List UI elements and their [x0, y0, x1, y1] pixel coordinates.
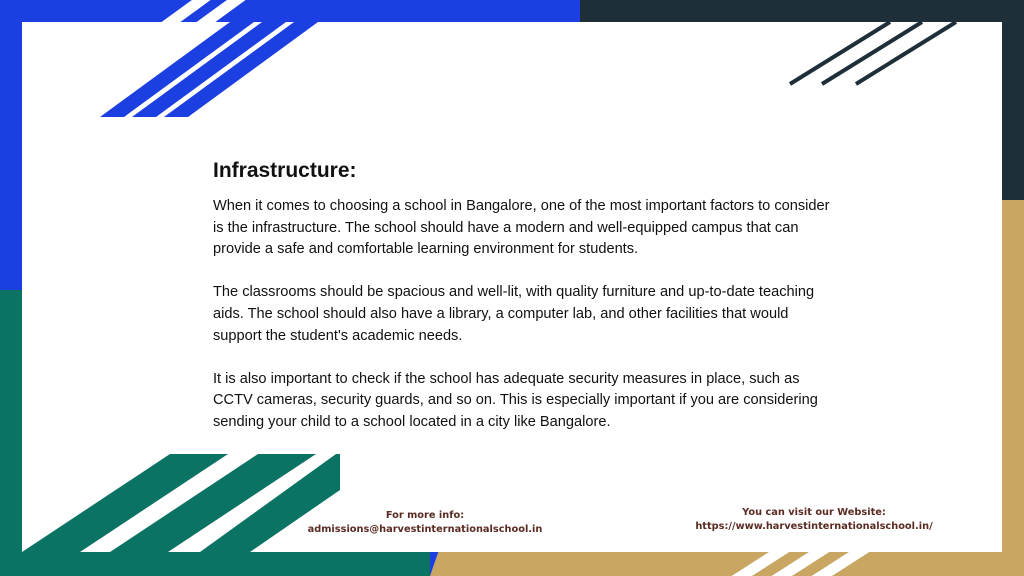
info-email-link[interactable]: admissions@harvestinternationalschool.in: [307, 524, 543, 535]
paragraph-2: The classrooms should be spacious and well-lit, with quality furniture and up-to-date teaching aids. The school should also have a library, a computer lab, and other facilities that would support the student's academic needs.: [213, 284, 815, 344]
main-content: [213, 158, 833, 455]
website-link[interactable]: https://www.harvestinternationalschool.in/: [695, 521, 933, 532]
paragraph-1: When it comes to choosing a school in Bangalore, one of the most important factors to consider is the infrastructure. The school should have a modern and well-equipped campus that can provide a safe and comfortable learning environment for students.: [213, 198, 830, 258]
website-info: [686, 506, 942, 534]
paragraph-3: It is also important to check if the school has adequate security measures in place, such as CCTV cameras, security guards, and so on. This is especially important if you are considering sending your child to a school located in a city like Bangalore.: [213, 370, 818, 430]
info-label: For more info:: [385, 510, 465, 521]
contact-info: [300, 509, 550, 537]
website-label: You can visit our Website:: [742, 507, 886, 518]
section-heading: Infrastructure:: [213, 159, 357, 182]
